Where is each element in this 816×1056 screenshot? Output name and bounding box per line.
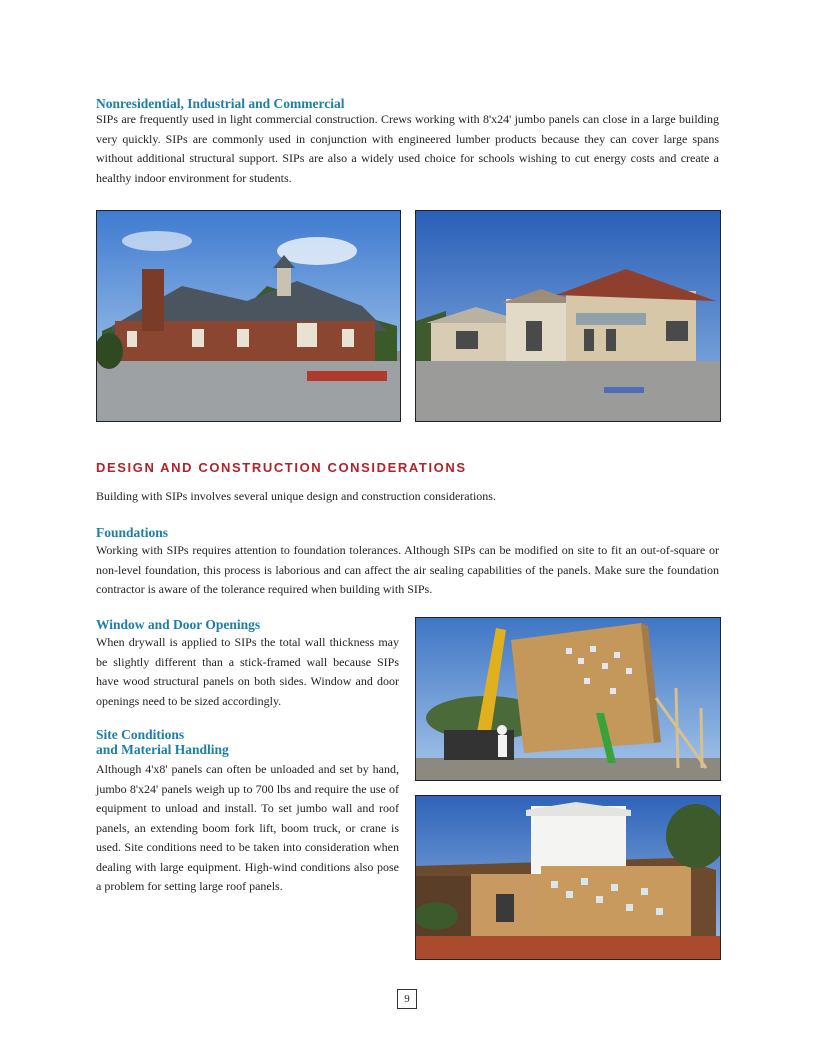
photo-stone-commercial-building: [415, 210, 721, 422]
section-heading-foundations: Foundations: [96, 525, 169, 540]
photo-crane-lifting-panel: [415, 617, 721, 781]
section-body-foundations: Working with SIPs requires attention to foundation tolerances. Although SIPs can be modified on site to fit an out-of-square or non-level foundation, this process is laborious and can affect the air sealing capabilities of the panels. Make sure the foundation contractor is aware of the tolerance required when building with SIPs.: [96, 543, 719, 596]
photo-lodge-building: [96, 210, 401, 422]
section-heading-site-conditions-line1: Site Conditions: [96, 727, 185, 742]
section-heading-site-conditions-line2: and Material Handling: [96, 742, 229, 757]
design-intro-text: Building with SIPs involves several unique design and construction considerations.: [96, 489, 496, 503]
section-body-window-door-openings: When drywall is applied to SIPs the total wall thickness may be slightly different than a stick-framed wall because SIPs have wood structural panels on both sides. Window and door openings need to be sized accordingly.: [96, 635, 399, 708]
section-body-nonresidential: SIPs are frequently used in light commercial construction. Crews working with 8'x24' jumbo panels can close in a large building very quickly. SIPs are commonly used in conjunction with engineered lumber products because they can cover large spans without additional structural support. SIPs are also a widely used choice for schools wishing to cut energy costs and create a healthy indoor environment for students.: [96, 112, 719, 185]
main-heading-design-considerations: DESIGN AND CONSTRUCTION CONSIDERATIONS: [96, 460, 467, 475]
section-heading-window-door-openings: Window and Door Openings: [96, 617, 261, 632]
photo-school-building: [415, 795, 721, 960]
section-body-site-conditions: Although 4'x8' panels can often be unloaded and set by hand, jumbo 8'x24' panels weigh up to 700 lbs and require the use of equipment to unload and install. To set jumbo wall and roof panels, an extending boom fork lift, boom truck, or crane is used. Site conditions need to be taken into consideration when dealing with large equipment. High-wind conditions also pose a problem for setting large roof panels.: [96, 762, 399, 893]
section-heading-nonresidential: Nonresidential, Industrial and Commercial: [96, 96, 345, 111]
page-number: 9: [397, 989, 417, 1009]
